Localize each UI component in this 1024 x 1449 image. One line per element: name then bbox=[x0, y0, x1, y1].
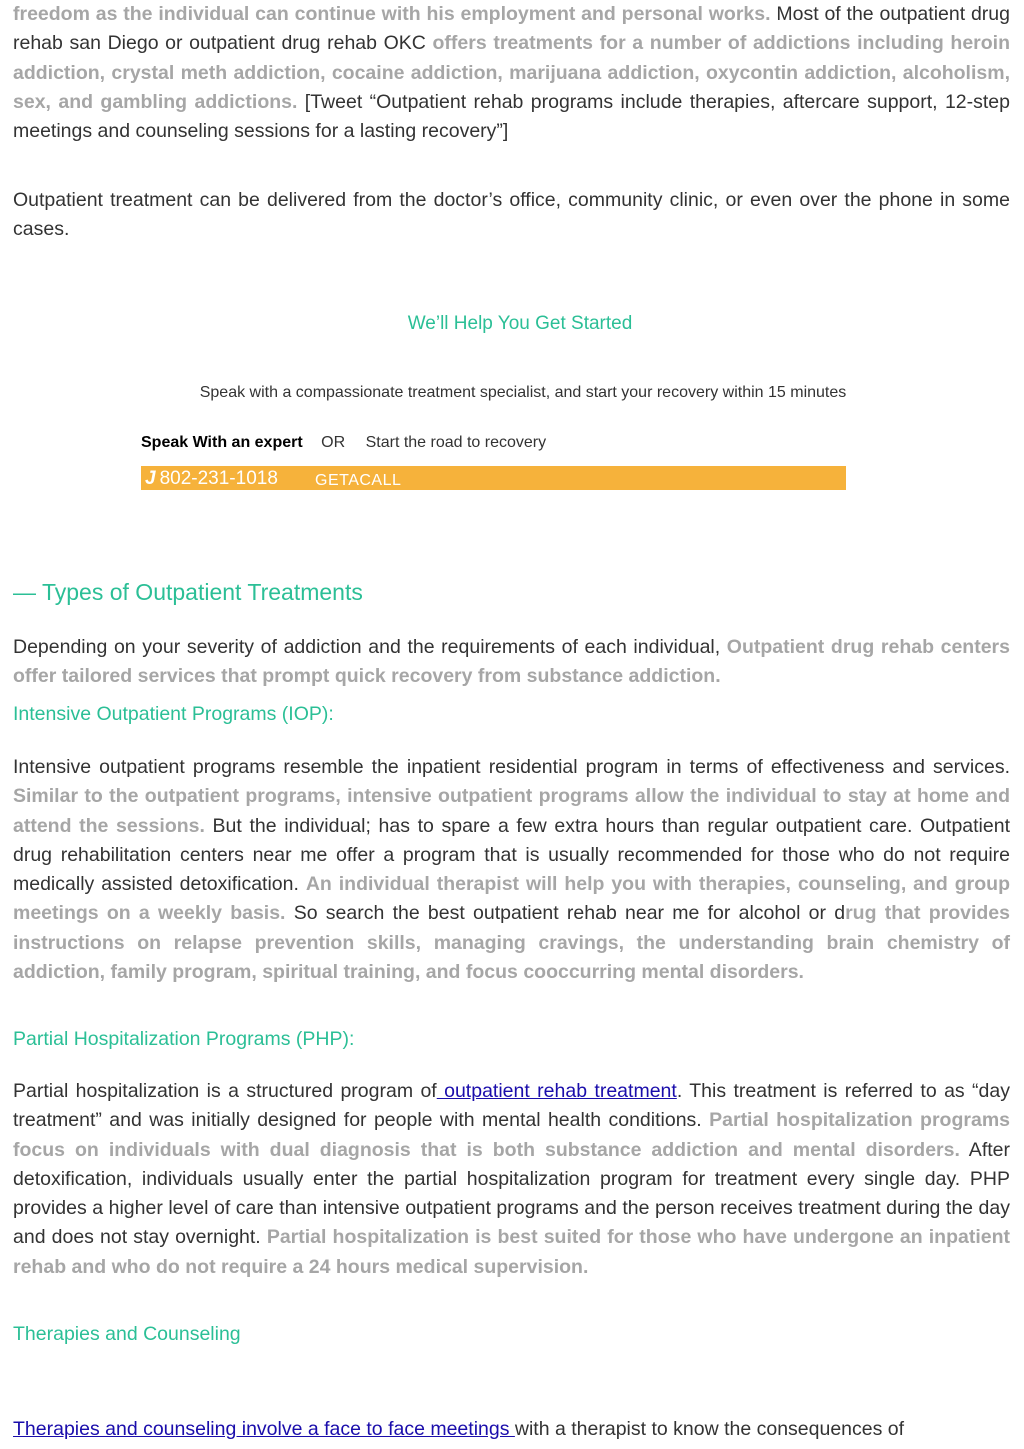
road-to-recovery-label: Start the road to recovery bbox=[365, 434, 547, 451]
php-paragraph bbox=[13, 1077, 1010, 1282]
intro-highlight-1: freedom as the individual can continue with his employment and personal works. bbox=[13, 3, 771, 25]
intro-text-1: Most of the outpatient drug rehab san Diego or outpatient drug rehab OKC bbox=[13, 3, 1010, 55]
types-heading: — Types of Outpatient Treatments bbox=[13, 579, 363, 605]
iop-highlight-f: rug that provides instructions on relapse prevention skills, managing cravings, the understanding brain chemistry of addiction, family program, spiritual training, and focus cooccurring mental disorders. bbox=[13, 902, 1010, 984]
types-highlight: Outpatient drug rehab centers offer tailored services that prompt quick recovery from substance addiction. bbox=[13, 636, 1010, 688]
php-text-d: After detoxification, individuals usually enter the partial hospitalization program for treatment every single day. PHP provides a higher level of care than intensive outpatient programs and the person receives treatment during the day and does not stay overnight. bbox=[13, 1138, 1010, 1249]
phone-link[interactable] bbox=[145, 468, 278, 490]
iop-paragraph bbox=[13, 753, 1010, 987]
intro-paragraph bbox=[13, 0, 1010, 146]
php-heading: Partial Hospitalization Programs (PHP): bbox=[13, 1028, 355, 1050]
iop-text-e: So search the best outpatient rehab near me for alcohol or d bbox=[285, 902, 846, 925]
intro-highlight-2: offers treatments for a number of addictions including heroin addiction, crystal meth addiction, cocaine addiction, marijuana addiction, oxycontin addiction, alcoholism, sex, and gambling addictions. bbox=[13, 32, 1010, 113]
therapies-paragraph bbox=[13, 1415, 1010, 1444]
outpatient-rehab-treatment-link[interactable]: outpatient rehab treatment bbox=[436, 1080, 677, 1102]
intro-paragraph-2: Outpatient treatment can be delivered from the doctor’s office, community clinic, or even over the phone in some cases. bbox=[13, 189, 1010, 241]
types-paragraph bbox=[13, 633, 1010, 692]
iop-heading: Intensive Outpatient Programs (IOP): bbox=[13, 703, 334, 725]
therapies-heading: Therapies and Counseling bbox=[13, 1323, 241, 1345]
cta-options-row bbox=[141, 434, 546, 452]
intro-text-2: [Tweet “Outpatient rehab programs include therapies, aftercare support, 12-step meetings and counseling sessions for a lasting recovery”] bbox=[13, 90, 1010, 143]
types-text: Depending on your severity of addiction and the requirements of each individual, bbox=[13, 636, 727, 658]
cta-subtitle: Speak with a compassionate treatment specialist, and start your recovery within 15 minutes bbox=[199, 384, 847, 401]
iop-highlight-d: An individual therapist will help you with therapies, counseling, and group meetings on a weekly basis. bbox=[13, 873, 1011, 925]
php-highlight-e: Partial hospitalization is best suited for those who have undergone an inpatient rehab and who do not require a 24 hours medical supervision. bbox=[13, 1226, 1010, 1278]
php-text-a: Partial hospitalization is a structured program of bbox=[13, 1080, 437, 1102]
therapies-text: with a therapist to know the consequences of bbox=[514, 1418, 905, 1440]
iop-highlight-b: Similar to the outpatient programs, intensive outpatient programs allow the individual to stay at home and attend the sessions. bbox=[13, 785, 1010, 837]
iop-text-c: But the individual; has to spare a few extra hours than regular outpatient care. Outpatient drug rehabilitation centers near me offer a program that is usually recommended for those who do not require medically assisted detoxification. bbox=[13, 814, 1010, 896]
phone-number: 802-231-1018 bbox=[159, 468, 278, 489]
php-highlight-c: Partial hospitalization programs focus on individuals with dual diagnosis that is both substance addiction and mental disorders. bbox=[13, 1109, 1010, 1161]
get-a-call-button[interactable]: GETACALL bbox=[315, 472, 402, 489]
or-label: OR bbox=[321, 434, 346, 451]
iop-text-a: Intensive outpatient programs resemble the inpatient residential program in terms of effectiveness and services. bbox=[13, 756, 1010, 778]
phone-icon: J bbox=[145, 468, 156, 489]
php-text-b: . This treatment is referred to as “day treatment” and was initially designed for people with mental health conditions. bbox=[13, 1080, 1010, 1132]
speak-expert-label: Speak With an expert bbox=[141, 434, 303, 451]
therapies-counseling-link[interactable]: Therapies and counseling involve a face to face meetings bbox=[13, 1418, 515, 1440]
cta-call-bar bbox=[141, 466, 846, 490]
cta-title: We’ll Help You Get Started bbox=[407, 313, 633, 334]
